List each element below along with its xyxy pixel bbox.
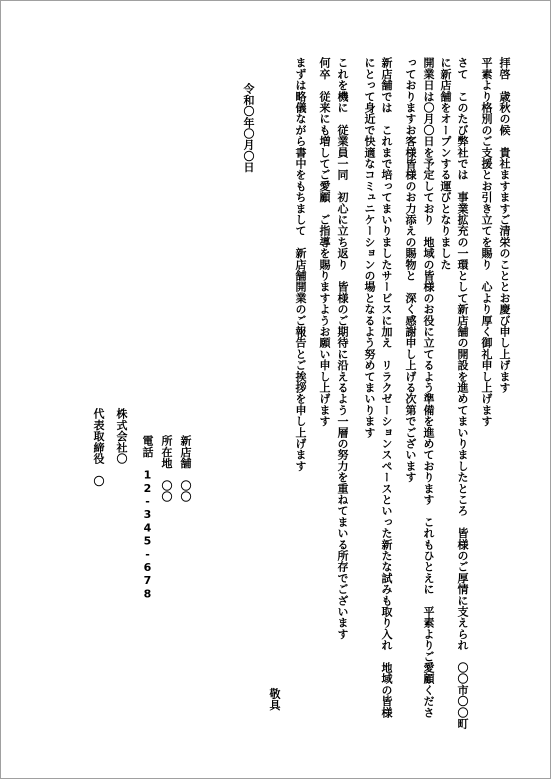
body-line-3: さて このたび弊社では 事業拡充の一環として新店舗の開設を進めてまいりましたところ 皆様のご厚情に支えられ 〇〇市〇〇町 <box>456 57 469 729</box>
body-line-6: っておりますお客様皆様のお力添えの賜物と 深く感謝申し上げる次第でございます <box>404 57 417 483</box>
company-name: 株式会社〇 <box>115 408 128 464</box>
closing-keigu: 敬具 <box>268 688 281 711</box>
date-line: 令和〇年〇月〇日 <box>242 83 255 173</box>
body-line-5: 開業日は〇月〇日を予定しており 地域の皆様のお役に立てるよう準備を進めております これもひとえに 平素よりご愛顧くださ <box>422 57 435 718</box>
body-line-7: 新店舗では これまで培ってまいりましたサービスに加え リラクゼーションスペースといった新たな試みも取り入れ 地域の皆様 <box>380 57 393 718</box>
body-line-10: 何卒 従来にも増してご愛顧 ご指導を賜りますようお願い申し上げます <box>318 57 331 427</box>
body-line-4: に新店舗をオープンする運びとなりました <box>439 57 452 270</box>
store-name-line: 新店舗 〇〇 <box>179 435 192 503</box>
address-line: 所在地 〇〇 <box>160 435 173 503</box>
body-line-2: 平素より格別のご支援とお引き立てを賜り 心より厚く御礼申し上げます <box>480 57 493 427</box>
body-line-1: 拝啓 歳秋の候 貴社ますますご清栄のこととお慶び申し上げます <box>498 57 511 393</box>
body-line-11: まずは略儀ながら書中をもちまして 新店舗開業のご報告とご挨拶を申し上げます <box>294 57 307 472</box>
body-line-9: これを機に 従業員一同 初心に立ち返り 皆様のご期待に沿えるよう一層の努力を重ねてまいる所存でございます <box>336 57 349 640</box>
body-line-8: にとって身近で快適なコミュニケーションの場となるよう努めてまいります <box>363 57 376 438</box>
phone-line: 電話 12-345-678 <box>141 435 154 601</box>
representative-name: 代表取締役 〇 <box>92 408 105 487</box>
